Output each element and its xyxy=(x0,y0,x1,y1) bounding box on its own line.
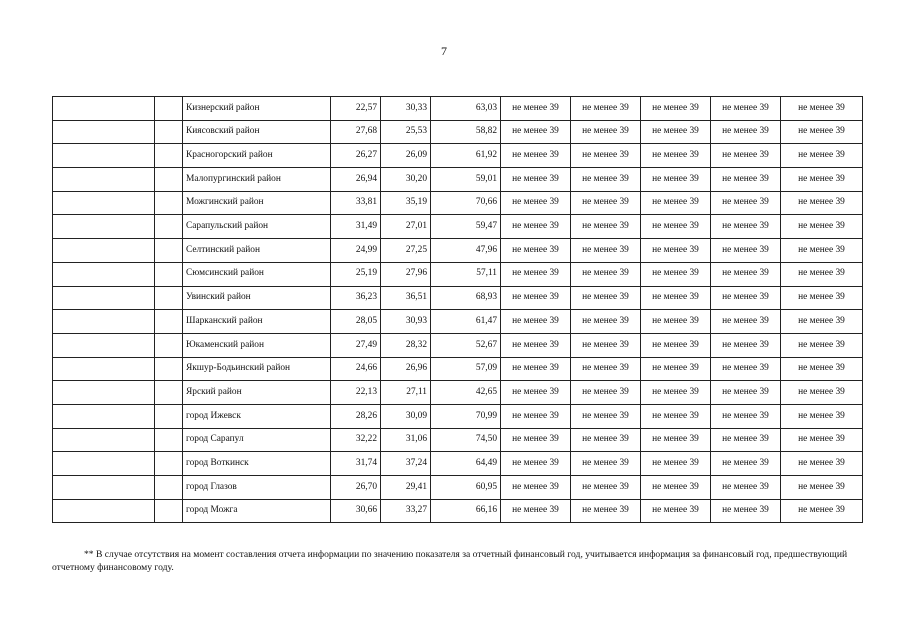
target-cell-4: не менее 39 xyxy=(711,144,781,168)
target-cell-1: не менее 39 xyxy=(501,120,571,144)
value-cell-1: 27,68 xyxy=(331,120,381,144)
municipality-name-cell: Шарканский район xyxy=(183,310,331,334)
target-cell-1: не менее 39 xyxy=(501,452,571,476)
target-cell-3: не менее 39 xyxy=(641,428,711,452)
value-cell-3: 59,01 xyxy=(431,168,501,192)
blank-cell xyxy=(155,262,183,286)
target-cell-4: не менее 39 xyxy=(711,476,781,500)
target-cell-4: не менее 39 xyxy=(711,120,781,144)
target-cell-5: не менее 39 xyxy=(781,381,863,405)
target-cell-2: не менее 39 xyxy=(571,499,641,523)
value-cell-1: 26,27 xyxy=(331,144,381,168)
municipality-name-cell: Сюмсинский район xyxy=(183,262,331,286)
value-cell-1: 30,66 xyxy=(331,499,381,523)
table-row xyxy=(53,215,863,239)
blank-cell xyxy=(53,310,155,334)
target-cell-1: не менее 39 xyxy=(501,262,571,286)
target-cell-2: не менее 39 xyxy=(571,357,641,381)
target-cell-1: не менее 39 xyxy=(501,333,571,357)
target-cell-2: не менее 39 xyxy=(571,191,641,215)
footnote-text: ** В случае отсутствия на момент составления отчета информации по значению показателя за отчетный финансовый год, учитывается информация за финансовый год, предшествующий отчетному финансовому году. xyxy=(52,549,848,573)
target-cell-1: не менее 39 xyxy=(501,144,571,168)
blank-cell xyxy=(53,191,155,215)
municipality-name-cell: город Глазов xyxy=(183,476,331,500)
target-cell-2: не менее 39 xyxy=(571,452,641,476)
target-cell-4: не менее 39 xyxy=(711,357,781,381)
value-cell-3: 64,49 xyxy=(431,452,501,476)
municipality-name-cell: Ярский район xyxy=(183,381,331,405)
value-cell-3: 52,67 xyxy=(431,333,501,357)
blank-cell xyxy=(53,499,155,523)
blank-cell xyxy=(53,428,155,452)
blank-cell xyxy=(155,499,183,523)
target-cell-1: не менее 39 xyxy=(501,168,571,192)
blank-cell xyxy=(53,286,155,310)
target-cell-1: не менее 39 xyxy=(501,357,571,381)
target-cell-3: не менее 39 xyxy=(641,262,711,286)
target-cell-5: не менее 39 xyxy=(781,404,863,428)
value-cell-2: 25,53 xyxy=(381,120,431,144)
target-cell-3: не менее 39 xyxy=(641,144,711,168)
municipality-name-cell: Кизнерский район xyxy=(183,97,331,121)
table-row xyxy=(53,168,863,192)
target-cell-5: не менее 39 xyxy=(781,215,863,239)
target-cell-1: не менее 39 xyxy=(501,499,571,523)
target-cell-2: не менее 39 xyxy=(571,215,641,239)
footnote xyxy=(52,548,852,574)
value-cell-1: 31,49 xyxy=(331,215,381,239)
target-cell-4: не менее 39 xyxy=(711,286,781,310)
table-row xyxy=(53,499,863,523)
target-cell-3: не менее 39 xyxy=(641,168,711,192)
value-cell-2: 30,20 xyxy=(381,168,431,192)
blank-cell xyxy=(155,215,183,239)
target-cell-2: не менее 39 xyxy=(571,310,641,334)
target-cell-1: не менее 39 xyxy=(501,381,571,405)
municipality-name-cell: Увинский район xyxy=(183,286,331,310)
value-cell-3: 47,96 xyxy=(431,239,501,263)
target-cell-5: не менее 39 xyxy=(781,97,863,121)
blank-cell xyxy=(53,381,155,405)
value-cell-3: 58,82 xyxy=(431,120,501,144)
table-row xyxy=(53,452,863,476)
target-cell-1: не менее 39 xyxy=(501,286,571,310)
target-cell-3: не менее 39 xyxy=(641,404,711,428)
blank-cell xyxy=(155,404,183,428)
blank-cell xyxy=(155,168,183,192)
value-cell-3: 68,93 xyxy=(431,286,501,310)
target-cell-4: не менее 39 xyxy=(711,191,781,215)
target-cell-4: не менее 39 xyxy=(711,428,781,452)
value-cell-3: 42,65 xyxy=(431,381,501,405)
target-cell-2: не менее 39 xyxy=(571,381,641,405)
blank-cell xyxy=(155,428,183,452)
target-cell-4: не менее 39 xyxy=(711,499,781,523)
value-cell-2: 27,25 xyxy=(381,239,431,263)
target-cell-2: не менее 39 xyxy=(571,286,641,310)
blank-cell xyxy=(53,215,155,239)
target-cell-5: не менее 39 xyxy=(781,286,863,310)
target-cell-4: не менее 39 xyxy=(711,404,781,428)
table-row xyxy=(53,262,863,286)
target-cell-1: не менее 39 xyxy=(501,191,571,215)
target-cell-5: не менее 39 xyxy=(781,191,863,215)
blank-cell xyxy=(53,452,155,476)
value-cell-3: 61,47 xyxy=(431,310,501,334)
target-cell-1: не менее 39 xyxy=(501,97,571,121)
target-cell-5: не менее 39 xyxy=(781,144,863,168)
target-cell-5: не менее 39 xyxy=(781,333,863,357)
municipality-name-cell: Сарапульский район xyxy=(183,215,331,239)
target-cell-4: не менее 39 xyxy=(711,333,781,357)
value-cell-2: 30,93 xyxy=(381,310,431,334)
value-cell-1: 24,66 xyxy=(331,357,381,381)
municipality-name-cell: Красногорский район xyxy=(183,144,331,168)
target-cell-3: не менее 39 xyxy=(641,120,711,144)
value-cell-2: 33,27 xyxy=(381,499,431,523)
target-cell-5: не менее 39 xyxy=(781,120,863,144)
municipality-name-cell: город Ижевск xyxy=(183,404,331,428)
blank-cell xyxy=(155,239,183,263)
target-cell-1: не менее 39 xyxy=(501,476,571,500)
target-cell-3: не менее 39 xyxy=(641,239,711,263)
blank-cell xyxy=(53,262,155,286)
target-cell-1: не менее 39 xyxy=(501,239,571,263)
blank-cell xyxy=(155,452,183,476)
target-cell-2: не менее 39 xyxy=(571,333,641,357)
blank-cell xyxy=(53,357,155,381)
value-cell-1: 32,22 xyxy=(331,428,381,452)
target-cell-4: не менее 39 xyxy=(711,97,781,121)
value-cell-2: 28,32 xyxy=(381,333,431,357)
target-cell-2: не менее 39 xyxy=(571,476,641,500)
blank-cell xyxy=(155,476,183,500)
target-cell-3: не менее 39 xyxy=(641,333,711,357)
value-cell-1: 25,19 xyxy=(331,262,381,286)
value-cell-3: 66,16 xyxy=(431,499,501,523)
table-row xyxy=(53,333,863,357)
target-cell-3: не менее 39 xyxy=(641,357,711,381)
table-row xyxy=(53,381,863,405)
value-cell-3: 70,66 xyxy=(431,191,501,215)
target-cell-5: не менее 39 xyxy=(781,499,863,523)
target-cell-1: не менее 39 xyxy=(501,428,571,452)
target-cell-3: не менее 39 xyxy=(641,215,711,239)
value-cell-1: 26,70 xyxy=(331,476,381,500)
target-cell-2: не менее 39 xyxy=(571,404,641,428)
target-cell-5: не менее 39 xyxy=(781,357,863,381)
municipality-name-cell: город Можга xyxy=(183,499,331,523)
target-cell-1: не менее 39 xyxy=(501,215,571,239)
target-cell-2: не менее 39 xyxy=(571,144,641,168)
blank-cell xyxy=(155,310,183,334)
value-cell-3: 63,03 xyxy=(431,97,501,121)
table-row xyxy=(53,357,863,381)
value-cell-2: 30,33 xyxy=(381,97,431,121)
value-cell-3: 61,92 xyxy=(431,144,501,168)
municipality-name-cell: Киясовский район xyxy=(183,120,331,144)
target-cell-3: не менее 39 xyxy=(641,452,711,476)
value-cell-1: 22,57 xyxy=(331,97,381,121)
value-cell-3: 57,09 xyxy=(431,357,501,381)
table-row xyxy=(53,97,863,121)
target-cell-5: не менее 39 xyxy=(781,262,863,286)
value-cell-3: 74,50 xyxy=(431,428,501,452)
target-cell-2: не менее 39 xyxy=(571,262,641,286)
target-cell-5: не менее 39 xyxy=(781,310,863,334)
value-cell-1: 28,26 xyxy=(331,404,381,428)
value-cell-1: 27,49 xyxy=(331,333,381,357)
target-cell-4: не менее 39 xyxy=(711,215,781,239)
blank-cell xyxy=(53,144,155,168)
value-cell-2: 37,24 xyxy=(381,452,431,476)
target-cell-4: не менее 39 xyxy=(711,381,781,405)
table-row xyxy=(53,191,863,215)
table-row xyxy=(53,476,863,500)
target-cell-5: не менее 39 xyxy=(781,168,863,192)
target-cell-5: не менее 39 xyxy=(781,476,863,500)
value-cell-2: 26,09 xyxy=(381,144,431,168)
value-cell-2: 27,96 xyxy=(381,262,431,286)
target-cell-1: не менее 39 xyxy=(501,404,571,428)
target-cell-3: не менее 39 xyxy=(641,476,711,500)
value-cell-2: 31,06 xyxy=(381,428,431,452)
table-row xyxy=(53,428,863,452)
target-cell-3: не менее 39 xyxy=(641,97,711,121)
value-cell-1: 26,94 xyxy=(331,168,381,192)
value-cell-2: 29,41 xyxy=(381,476,431,500)
blank-cell xyxy=(53,239,155,263)
table-row xyxy=(53,144,863,168)
blank-cell xyxy=(155,381,183,405)
municipality-name-cell: город Сарапул xyxy=(183,428,331,452)
value-cell-1: 24,99 xyxy=(331,239,381,263)
blank-cell xyxy=(155,144,183,168)
target-cell-3: не менее 39 xyxy=(641,499,711,523)
target-cell-2: не менее 39 xyxy=(571,97,641,121)
target-cell-3: не менее 39 xyxy=(641,381,711,405)
target-cell-2: не менее 39 xyxy=(571,120,641,144)
value-cell-2: 36,51 xyxy=(381,286,431,310)
value-cell-3: 59,47 xyxy=(431,215,501,239)
blank-cell xyxy=(53,476,155,500)
blank-cell xyxy=(155,97,183,121)
blank-cell xyxy=(53,168,155,192)
blank-cell xyxy=(53,404,155,428)
value-cell-3: 60,95 xyxy=(431,476,501,500)
blank-cell xyxy=(155,333,183,357)
municipality-name-cell: Можгинский район xyxy=(183,191,331,215)
blank-cell xyxy=(155,120,183,144)
blank-cell xyxy=(53,97,155,121)
table-row xyxy=(53,310,863,334)
target-cell-4: не менее 39 xyxy=(711,239,781,263)
target-cell-3: не менее 39 xyxy=(641,310,711,334)
target-cell-1: не менее 39 xyxy=(501,310,571,334)
table-row xyxy=(53,239,863,263)
table-row xyxy=(53,404,863,428)
target-cell-2: не менее 39 xyxy=(571,168,641,192)
target-cell-5: не менее 39 xyxy=(781,239,863,263)
municipality-name-cell: Малопургинский район xyxy=(183,168,331,192)
municipality-name-cell: Якшур-Бодьинский район xyxy=(183,357,331,381)
blank-cell xyxy=(155,191,183,215)
value-cell-2: 35,19 xyxy=(381,191,431,215)
blank-cell xyxy=(155,286,183,310)
municipality-name-cell: Селтинский район xyxy=(183,239,331,263)
value-cell-3: 70,99 xyxy=(431,404,501,428)
value-cell-2: 30,09 xyxy=(381,404,431,428)
value-cell-1: 28,05 xyxy=(331,310,381,334)
blank-cell xyxy=(53,333,155,357)
value-cell-1: 36,23 xyxy=(331,286,381,310)
indicator-table xyxy=(52,96,863,523)
target-cell-4: не менее 39 xyxy=(711,452,781,476)
target-cell-5: не менее 39 xyxy=(781,428,863,452)
value-cell-1: 33,81 xyxy=(331,191,381,215)
target-cell-4: не менее 39 xyxy=(711,262,781,286)
value-cell-2: 27,01 xyxy=(381,215,431,239)
target-cell-5: не менее 39 xyxy=(781,452,863,476)
municipality-name-cell: город Воткинск xyxy=(183,452,331,476)
table-body xyxy=(53,97,863,523)
municipality-name-cell: Юкаменский район xyxy=(183,333,331,357)
value-cell-1: 22,13 xyxy=(331,381,381,405)
blank-cell xyxy=(155,357,183,381)
value-cell-3: 57,11 xyxy=(431,262,501,286)
value-cell-1: 31,74 xyxy=(331,452,381,476)
page-number: 7 xyxy=(441,44,447,58)
target-cell-3: не менее 39 xyxy=(641,191,711,215)
table-row xyxy=(53,120,863,144)
target-cell-3: не менее 39 xyxy=(641,286,711,310)
target-cell-2: не менее 39 xyxy=(571,239,641,263)
table-row xyxy=(53,286,863,310)
value-cell-2: 26,96 xyxy=(381,357,431,381)
target-cell-4: не менее 39 xyxy=(711,310,781,334)
target-cell-4: не менее 39 xyxy=(711,168,781,192)
target-cell-2: не менее 39 xyxy=(571,428,641,452)
value-cell-2: 27,11 xyxy=(381,381,431,405)
blank-cell xyxy=(53,120,155,144)
